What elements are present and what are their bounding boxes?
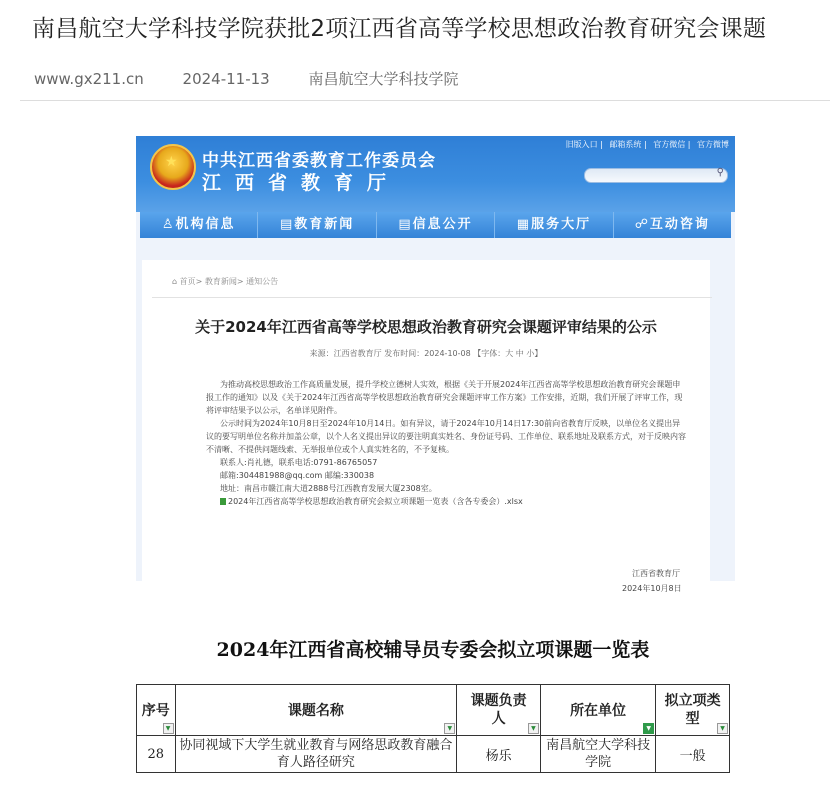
header-topic: 课题名称 ▼	[175, 685, 457, 736]
top-link-weibo[interactable]: 官方微博	[697, 140, 729, 149]
cell-leader: 杨乐	[457, 736, 541, 773]
search-icon[interactable]: ⚲	[716, 167, 724, 178]
notice-paragraph: 为推动高校思想政治工作高质量发展，提升学校立德树人实效，根据《关于开展2024年江西省高等学校思想政治教育研究会课题申报工作的通知》以及《关于2024年江西省高等学校思想政治教育研究会课题评审工作方案》工作安排，近期，我们开展了评审工作，现将评审结果予以公示，名单详见附件。	[206, 380, 683, 415]
excel-file-icon	[220, 498, 226, 505]
article-site[interactable]: www.gx211.cn	[34, 70, 144, 88]
document-icon: ▤	[398, 217, 413, 232]
nav-item-org-info[interactable]: ♙机构信息	[140, 212, 258, 238]
notice-panel	[142, 260, 710, 590]
notice-source: 来源：江西省教育厅 发布时间：2024-10-08 【字体：大 中 小】	[309, 349, 543, 358]
top-link-old-version[interactable]: 旧版入口	[565, 140, 598, 149]
address-line: 地址：南昌市赣江南大道2888号江西教育发展大厦2308室。	[220, 484, 437, 493]
header-leader: 课题负责人 ▼	[457, 685, 541, 736]
table-header-row	[137, 685, 730, 736]
top-link-mail[interactable]: 邮箱系统	[609, 140, 642, 149]
cell-type: 一般	[656, 736, 730, 773]
filter-active-icon[interactable]: ▼	[643, 723, 654, 734]
signature-date: 2024年10月8日	[622, 584, 682, 593]
attachment-link[interactable]: 2024年江西省高等学校思想政治教育研究会拟立项课题一览表（含各专委会）.xlsx	[206, 495, 686, 508]
table-row	[137, 736, 730, 773]
article-source: 南昌航空大学科技学院	[308, 70, 459, 88]
chat-icon: ☍	[634, 217, 650, 232]
email-line: 邮箱:304481988@qq.com 邮编:330038	[220, 471, 375, 480]
article-title: 南昌航空大学科技学院获批2项江西省高等学校思想政治教育研究会课题	[32, 16, 767, 42]
header-index: 序号 ▼	[137, 685, 176, 736]
notice-body	[206, 378, 686, 508]
org-name-secondary: 江西省教育厅	[202, 172, 401, 194]
project-table	[136, 684, 730, 773]
filter-dropdown-icon[interactable]: ▼	[528, 723, 539, 734]
nav-item-service-hall[interactable]: ▦服务大厅	[495, 212, 613, 238]
site-nav	[140, 212, 731, 238]
news-icon: ▤	[279, 217, 295, 232]
notice-title: 关于2024年江西省高等学校思想政治教育研究会课题评审结果的公示	[195, 318, 657, 336]
breadcrumb: ⌂ 首页> 教育新闻> 通知公告	[172, 277, 279, 286]
contact-line: 联系人:肖礼德，联系电话:0791-86765057	[220, 458, 378, 467]
building-icon: ♙	[161, 217, 176, 232]
table-screenshot	[136, 611, 730, 790]
service-icon: ▦	[516, 217, 532, 232]
national-emblem-icon: ★	[150, 144, 196, 190]
article-meta	[34, 68, 493, 89]
filter-dropdown-icon[interactable]: ▼	[717, 723, 728, 734]
notice-paragraph: 公示时间为2024年10月8日至2024年10月14日。如有异议，请于2024年10月14日17:30前向省教育厅反映，以单位名义提出异议的要写明单位名称并加盖公章，以个人名义提出异议的要注明真实姓名、身份证号码、工作单位、联系地址及联系方式，对于反映内容不清晰、不提供问题线索、无举报单位或个人真实姓名的，不予复核。	[206, 419, 686, 454]
site-banner	[136, 136, 735, 212]
article-date: 2024-11-13	[182, 70, 270, 88]
breadcrumb-divider	[152, 297, 712, 298]
cell-topic: 协同视域下大学生就业教育与网络思政教育融合育人路径研究	[175, 736, 457, 773]
table-title: 2024年江西省高校辅导员专委会拟立项课题一览表	[216, 639, 650, 661]
filter-dropdown-icon[interactable]: ▼	[444, 723, 455, 734]
divider	[20, 100, 830, 101]
header-type: 拟立项类型 ▼	[656, 685, 730, 736]
home-icon: ⌂	[172, 277, 180, 286]
cell-index: 28	[137, 736, 176, 773]
nav-item-edu-news[interactable]: ▤教育新闻	[258, 212, 376, 238]
notice-screenshot	[136, 136, 735, 593]
nav-item-info-public[interactable]: ▤信息公开	[377, 212, 495, 238]
top-links: 旧版入口 | 邮箱系统 | 官方微信 | 官方微博	[565, 140, 729, 149]
org-name-primary: 中共江西省委教育工作委员会	[202, 151, 436, 171]
site-search-input[interactable]	[584, 168, 728, 183]
cell-unit: 南昌航空大学科技学院	[540, 736, 655, 773]
signature: 江西省教育厅	[632, 569, 680, 578]
top-link-wechat[interactable]: 官方微信	[653, 140, 686, 149]
filter-dropdown-icon[interactable]: ▼	[163, 723, 174, 734]
header-unit: 所在单位 ▼	[540, 685, 655, 736]
nav-item-consult[interactable]: ☍互动咨询	[634, 217, 710, 232]
